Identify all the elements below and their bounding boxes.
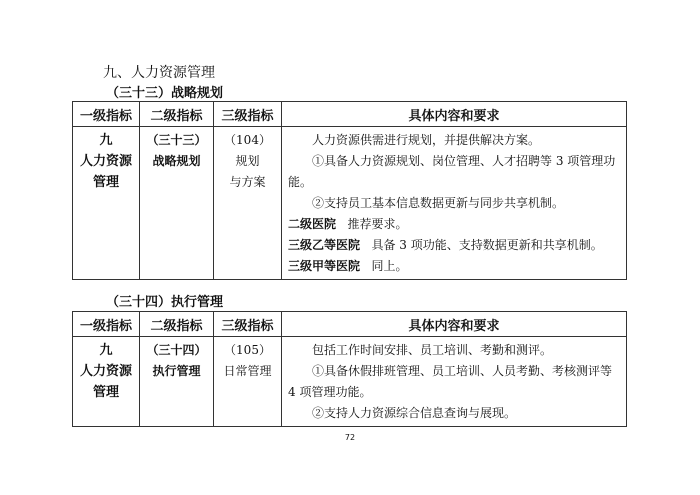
level1-name: 人力资源 [79,364,132,379]
level2-name: 战略规划 [152,154,201,168]
header-content: 具体内容和要求 [282,312,627,337]
requirement-text: 同上。 [371,259,408,273]
requirement-text: 推荐要求。 [347,217,408,231]
content-item-2: ②支持员工基本信息数据更新与同步共享机制。 [312,196,565,210]
level2-number: （三十三） [146,133,207,147]
level1-cell [73,337,140,427]
page-number: 72 [344,433,356,442]
header-level3: 三级指标 [214,312,282,337]
level3-cell [214,337,282,427]
level3-name: 日常管理 [223,364,272,378]
section-title: 九、人力资源管理 [103,65,215,81]
subsection-title-33: （三十三）战略规划 [106,86,224,101]
level3-number: （105） [224,343,271,357]
level2-cell [140,337,214,427]
content-cell [282,337,627,427]
requirements-table-34 [72,311,627,427]
header-level2: 二级指标 [140,102,214,127]
level3-number: （104） [224,133,271,147]
level1-name-cont: 管理 [92,385,119,400]
header-level3: 三级指标 [214,102,282,127]
level3-name-cont: 与方案 [229,175,266,189]
content-item-1: ①具备休假排班管理、员工培训、人员考勤、考核测评等 4 项管理功能。 [288,364,613,399]
requirement-line [288,256,622,277]
level1-cell [73,127,140,280]
content-cell [282,127,627,280]
level2-cell [140,127,214,280]
level1-name-cont: 管理 [92,175,119,190]
table-row [73,337,627,427]
level2-number: （三十四） [146,343,207,357]
level3-cell [214,127,282,280]
requirement-level: 二级医院 [288,217,337,231]
level1-name: 人力资源 [79,154,132,169]
table-row [73,127,627,280]
table-header-row [73,312,627,337]
header-content: 具体内容和要求 [282,102,627,127]
header-level1: 一级指标 [73,102,140,127]
content-item-1: ①具备人力资源规划、岗位管理、人才招聘等 3 项管理功能。 [288,154,616,189]
content-intro: 人力资源供需进行规划，并提供解决方案。 [312,133,541,147]
requirement-line [288,214,622,235]
requirements-table-33 [72,101,627,280]
requirement-line [288,235,622,256]
table-header-row [73,102,627,127]
content-intro: 包括工作时间安排、员工培训、考勤和测评。 [312,343,553,357]
requirement-text: 具备 3 项功能、支持数据更新和共享机制。 [371,238,603,252]
header-level1: 一级指标 [73,312,140,337]
level1-number: 九 [99,133,113,148]
requirement-level: 三级乙等医院 [288,238,361,252]
level1-number: 九 [99,343,113,358]
level2-name: 执行管理 [152,364,201,378]
requirement-level: 三级甲等医院 [288,259,361,273]
header-level2: 二级指标 [140,312,214,337]
subsection-title-34: （三十四）执行管理 [106,295,224,310]
content-item-2: ②支持人力资源综合信息查询与展现。 [312,406,517,420]
level3-name: 规划 [235,154,260,168]
